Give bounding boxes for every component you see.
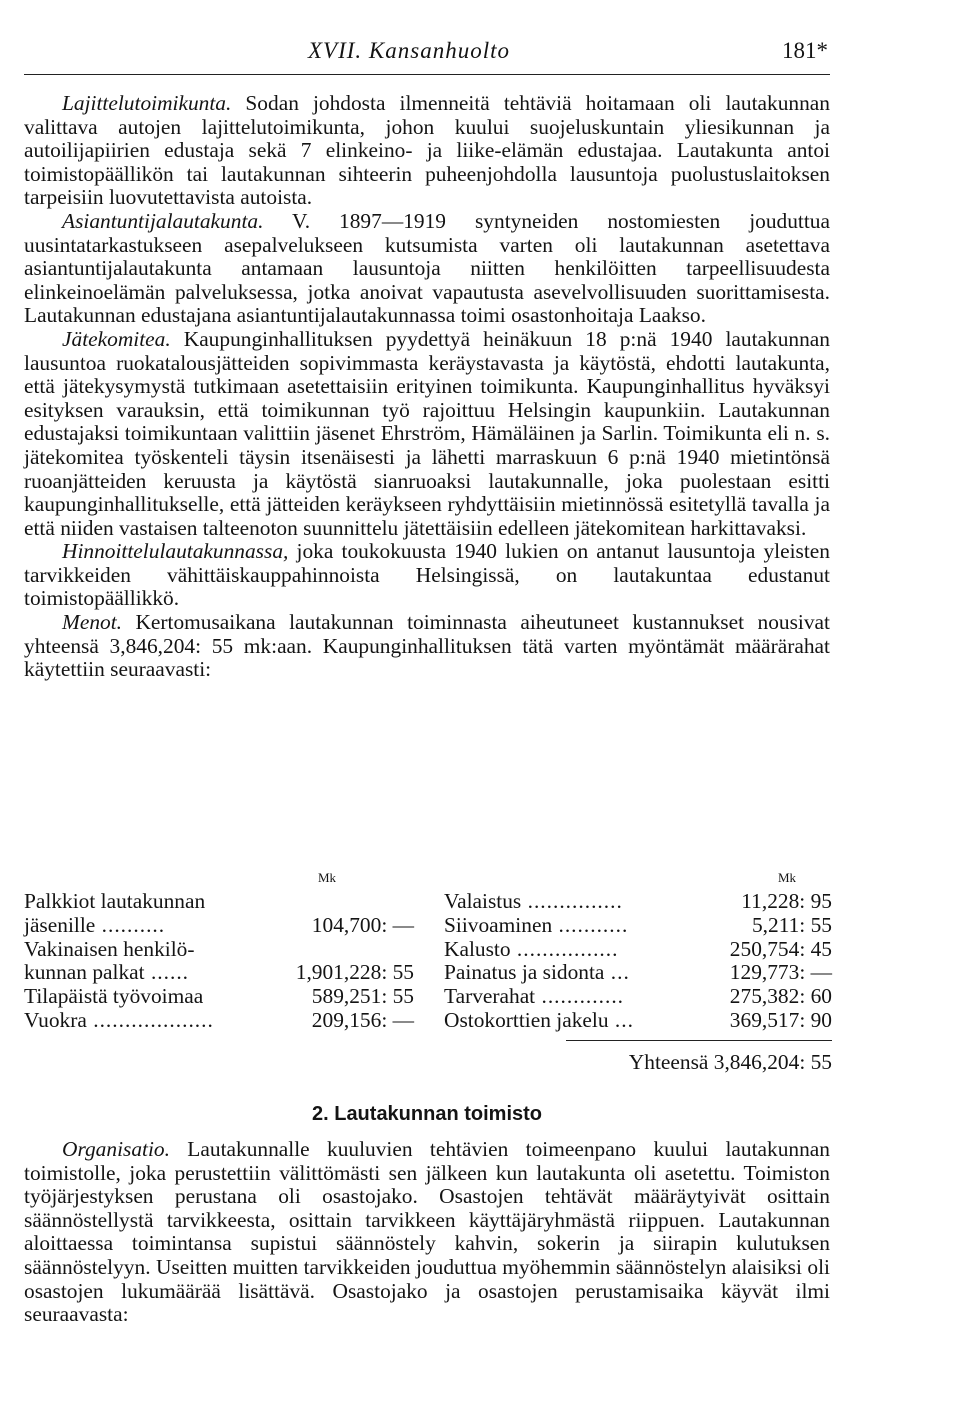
cost-dots: ...............	[521, 889, 623, 913]
cost-row	[444, 1009, 832, 1033]
total-value: 3,846,204: 55	[713, 1050, 832, 1074]
cost-row	[444, 961, 832, 985]
cost-dots: ..........	[95, 912, 166, 937]
cost-dots: ......	[144, 960, 190, 985]
cost-value: 589,251: 55	[311, 984, 414, 1009]
paragraph-text: Kaupunginhallituksen pyydettyä heinäkuun 18 p:nä 1940 lautakunnan lausuntoa ruokatalousjätteiden sopivimmasta keräystavasta ja käytöstä, ehdotti lautakunta, että jätekysymystä tutkimaan asetettaisiin erityinen toimikunta. Kaupunginhallitus hyväksyi esityksen varauksin, että toimikunnan työ rajoittuu Helsingin kaupunkiin. Lautakunnan edustajaksi toimikuntaan valittiin jäsenet Ehrström, Hämäläinen ja Sarlin. Toimikunta eli n. s. jätekomitea työskenteli täysin itsenäisesti ja lähetti marraskuun 6 p:nä 1940 mietintönsä ruoanjätteiden keruusta ja käytöstä sianruoaksi lautakunnalle, joka puolestaan esitti kaupunginhallitukselle, että jätteiden keräykseen ryhdyttäisiin mietinnössä esitetyllä tavalla ja että niiden vastaisen talteenoton suunnittelu jätettäisiin edelleen jätekomitean harkittavaksi.	[24, 326, 830, 540]
cost-value: 275,382: 60	[729, 984, 832, 1009]
paragraph-text: Kertomusaikana lautakunnan toiminnasta aiheutuneet kustannukset nousivat yhteensä 3,846,204: 55 mk:aan. Kaupunginhallituksen tätä varten myöntämät määrärahat käytettiin seuraavasti:	[24, 610, 830, 682]
cost-dots: ...................	[86, 1007, 214, 1032]
cost-row	[24, 890, 414, 914]
paragraph-lead: Asiantuntijalautakunta.	[62, 208, 264, 233]
paragraph-lead: Organisatio.	[62, 1137, 170, 1161]
cost-table-left	[24, 890, 414, 1033]
cost-label: Siivoaminen	[444, 912, 553, 937]
paragraph-lajittelutoimikunta	[24, 92, 830, 210]
cost-value: 104,700: —	[311, 912, 414, 937]
paragraph-jatekomitea	[24, 328, 830, 540]
cost-label: Tilapäistä työvoimaa	[24, 984, 204, 1009]
cost-row	[24, 961, 414, 985]
cost-value: 250,754: 45	[729, 936, 832, 961]
total-label: Yhteensä	[628, 1050, 709, 1074]
cost-dots: ...........	[552, 912, 629, 937]
running-title: XVII. Kansanhuolto	[308, 38, 510, 63]
unit-label-left: Mk	[318, 870, 337, 885]
cost-value: 1,901,228: 55	[295, 960, 414, 985]
cost-label: jäsenille	[24, 912, 96, 937]
unit-label-right: Mk	[778, 870, 797, 885]
cost-dots: ...	[604, 960, 630, 985]
section-heading: 2. Lautakunnan toimisto	[311, 1103, 543, 1125]
cost-label: Vuokra	[24, 1007, 87, 1032]
cost-table-right	[444, 890, 832, 1033]
cost-dots: ...	[608, 1007, 634, 1032]
cost-row	[24, 985, 414, 1009]
paragraph-lead: Lajittelutoimikunta.	[62, 91, 232, 115]
cost-value: 369,517: 90	[729, 1007, 832, 1032]
header-rule	[24, 74, 830, 75]
cost-row	[24, 1009, 414, 1033]
cost-value: 129,773: —	[729, 960, 832, 985]
paragraph-lead: Jätekomitea.	[62, 326, 171, 351]
paragraph-lead: Menot.	[62, 610, 122, 635]
cost-label: Tarverahat	[444, 984, 536, 1009]
running-header	[24, 38, 828, 78]
paragraph-organisatio	[24, 1138, 830, 1327]
body-text-2	[24, 1138, 830, 1327]
cost-row	[444, 914, 832, 938]
cost-value: 11,228: 95	[741, 889, 832, 913]
paragraph-asiantuntijalautakunta	[24, 210, 830, 328]
cost-row	[24, 914, 414, 938]
paragraph-menot	[24, 611, 830, 682]
cost-row	[24, 938, 414, 962]
cost-label: Painatus ja sidonta	[444, 960, 605, 985]
paragraph-lead: Hinnoittelulautakunnassa,	[62, 539, 289, 564]
paragraph-text: joka toukokuusta 1940 lukien on antanut lausuntoja yleisten tarvikkeiden vähittäiskauppahinnoista Helsingissä, on lautakuntaa edustanut toimistopäällikkö.	[24, 539, 830, 611]
cost-label: Ostokorttien jakelu	[444, 1007, 609, 1032]
cost-label: Valaistus	[444, 889, 522, 913]
cost-row	[444, 890, 832, 914]
cost-label: Kalusto	[444, 936, 511, 961]
body-text	[24, 92, 830, 682]
page-number: 181*	[782, 38, 828, 63]
cost-label: Vakinaisen henkilö-	[24, 936, 195, 961]
cost-row	[444, 938, 832, 962]
cost-value: 5,211: 55	[751, 912, 832, 937]
cost-label: Palkkiot lautakunnan	[24, 889, 206, 913]
paragraph-text: Lautakunnalle kuuluvien tehtävien toimeenpano kuului lautakunnan toimistolle, joka perustettiin välittömästi sen jälkeen kun lautakunta oli asetettu. Toimiston työjärjestyksen perustana oli osastojako. Osastojen tehtävät määräytyivät osittain säännöstellystä tarvikkeesta, osittain tarvikkeen käyttäjäryhmästä riippuen. Lautakunnan aloittaessa toimintansa supistui säännöstely kahvin, sokerin ja siirapin kulutuksen säännöstelyyn. Useitten muitten tarvikkeiden jouduttua myöhemmin säännöstelyn alaisiksi oli osastojen lukumäärää lisättävä. Osastojako ja osastojen perustamisaika käyvät ilmi seuraavasta:	[24, 1137, 830, 1327]
cost-dots: ................	[510, 936, 619, 961]
paragraph-hinnoittelulautakunta	[24, 540, 830, 611]
cost-label: kunnan palkat	[24, 960, 145, 985]
paragraph-text: Sodan johdosta ilmenneitä tehtäviä hoitamaan oli lautakunnan valittava autojen lajittelutoimikunta, johon kuului suojeluskuntain yliesikunnan ja autoilijapiirien edustaja sekä 7 elinkeino- ja liike-elämän edustajaa. Lautakunta antoi toimistopäällikön tai lautakunnan sihteerin puheenjohdolla lausuntoja puolustuslaitoksen tarpeisiin luovutettavista autoista.	[24, 91, 830, 210]
cost-value: 209,156: —	[311, 1007, 414, 1032]
cost-dots: .............	[535, 984, 625, 1009]
paragraph-text: V. 1897—1919 syntyneiden nostomiesten jouduttua uusintatarkastukseen asepalvelukseen kutsumista varten oli lautakunnan asetettava asiantuntijalautakunta antamaan lausuntoja niitten henkilöitten tarpeellisuudesta elinkeinoelämän palveluksessa, jotka anoivat vapautusta asevelvollisuuden suorittamisesta. Lautakunnan edustajana asiantuntijalautakunnassa toimi osastonhoitaja Laakso.	[24, 208, 830, 328]
total-rule	[566, 1040, 832, 1041]
cost-row	[444, 985, 832, 1009]
cost-total	[566, 1050, 832, 1075]
